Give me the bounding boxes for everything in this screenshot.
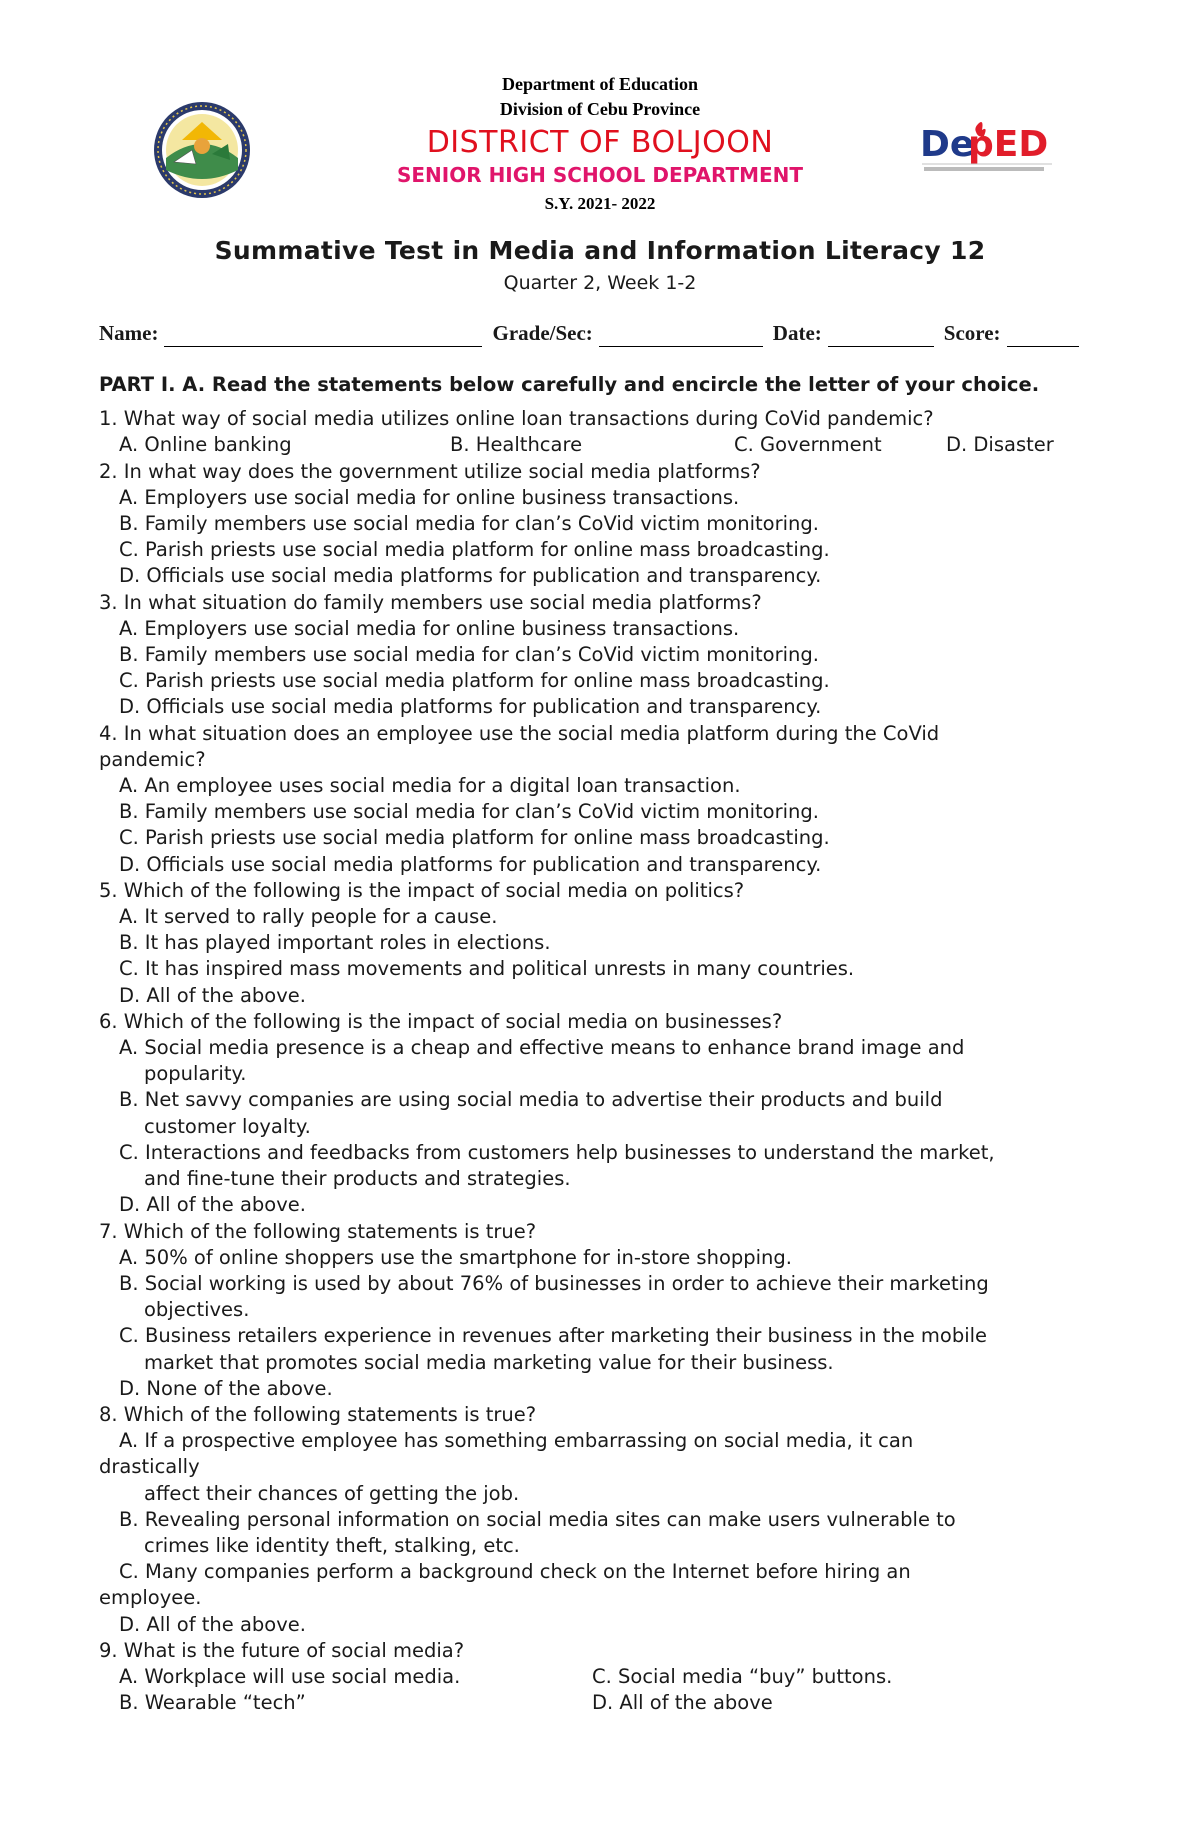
svg-text:pED: pED: [968, 124, 1049, 165]
choice-a[interactable]: A. An employee uses social media for a digital loan transaction.: [119, 774, 741, 798]
choice-c-cont: market that promotes social media marketing value for their business.: [144, 1350, 834, 1374]
svg-text:De: De: [920, 124, 975, 165]
choice-c-wrap: employee.: [99, 1586, 202, 1610]
test-title-block: [0, 234, 1200, 296]
letterhead-text: [300, 72, 900, 216]
date-field[interactable]: [828, 324, 934, 347]
school-department: SENIOR HIGH SCHOOL DEPARTMENT: [396, 163, 804, 187]
choice-b[interactable]: B. Family members use social media for clan’s CoVid victim monitoring.: [119, 512, 819, 536]
choice-a[interactable]: A. Employers use social media for online business transactions.: [119, 485, 740, 509]
choice-c[interactable]: C. Interactions and feedbacks from customers help businesses to understand the market,: [119, 1140, 995, 1164]
choice-a-cont: popularity.: [144, 1062, 247, 1086]
choice-b-cont: crimes like identity theft, stalking, etc.: [144, 1533, 520, 1557]
question-5: [99, 878, 1109, 1009]
choice-d[interactable]: D. Officials use social media platforms for publication and transparency.: [119, 695, 822, 719]
choice-c[interactable]: C. Parish priests use social media platform for online mass broadcasting.: [119, 669, 830, 693]
choice-c[interactable]: C. Social media “buy” buttons.: [592, 1664, 893, 1688]
choice-b[interactable]: B. Wearable “tech”: [119, 1691, 306, 1715]
choice-b-cont: customer loyalty.: [144, 1114, 311, 1138]
name-label: Name:: [99, 321, 159, 345]
choice-c[interactable]: C. Many companies perform a background check on the Internet before hiring an: [119, 1560, 911, 1584]
choice-d[interactable]: D. None of the above.: [119, 1376, 333, 1400]
question-1: [99, 406, 1109, 458]
choice-b[interactable]: B. It has played important roles in elections.: [119, 931, 551, 955]
choice-d[interactable]: D. All of the above.: [119, 1193, 306, 1217]
name-field[interactable]: [164, 324, 482, 347]
choice-d[interactable]: D. All of the above.: [119, 1612, 306, 1636]
choice-c[interactable]: C. It has inspired mass movements and political unrests in many countries.: [119, 957, 855, 981]
score-field[interactable]: [1007, 324, 1079, 347]
choice-a[interactable]: A. It served to rally people for a cause.: [119, 905, 498, 929]
question-text: 4. In what situation does an employee use the social media platform during the CoVid: [99, 721, 940, 745]
choice-b[interactable]: B. Social working is used by about 76% of businesses in order to achieve their marketing: [119, 1271, 989, 1295]
choice-b[interactable]: B. Revealing personal information on social media sites can make users vulnerable to: [119, 1507, 956, 1531]
question-9: [99, 1638, 1109, 1717]
question-8: [99, 1402, 1109, 1638]
district-name: DISTRICT OF BOLJOON: [426, 125, 774, 160]
grade-field[interactable]: [599, 324, 763, 347]
choice-a[interactable]: A. 50% of online shoppers use the smartphone for in-store shopping.: [119, 1245, 792, 1269]
choice-c[interactable]: C. Parish priests use social media platform for online mass broadcasting.: [119, 826, 830, 850]
question-4: [99, 721, 1109, 878]
choice-d[interactable]: D. Officials use social media platforms for publication and transparency.: [119, 564, 822, 588]
grade-label: Grade/Sec:: [492, 321, 593, 345]
question-7: [99, 1219, 1109, 1402]
choice-c[interactable]: C. Parish priests use social media platform for online mass broadcasting.: [119, 538, 830, 562]
choice-d[interactable]: D. Officials use social media platforms for publication and transparency.: [119, 852, 822, 876]
choice-a[interactable]: A. Social media presence is a cheap and effective means to enhance brand image and: [119, 1036, 965, 1060]
question-text: 9. What is the future of social media?: [99, 1638, 465, 1662]
choice-row: [99, 432, 1109, 458]
choice-b[interactable]: B. Net savvy companies are using social media to advertise their products and build: [119, 1088, 943, 1112]
choice-c[interactable]: C. Government: [734, 433, 882, 457]
choice-d[interactable]: D. Disaster: [946, 433, 1054, 457]
district-seal-icon: [152, 100, 252, 200]
student-info-row: [99, 319, 1104, 347]
question-text: 3. In what situation do family members use social media platforms?: [99, 590, 762, 614]
division-name: Division of Cebu Province: [499, 99, 701, 119]
question-6: [99, 1009, 1109, 1219]
question-text: 1. What way of social media utilizes online loan transactions during CoVid pandemic?: [99, 407, 934, 431]
question-2: [99, 459, 1109, 590]
choice-a-wrap: drastically: [99, 1455, 200, 1479]
test-subtitle: Quarter 2, Week 1-2: [503, 272, 697, 294]
choice-a[interactable]: A. If a prospective employee has something embarrassing on social media, it can: [119, 1429, 914, 1453]
choice-c[interactable]: C. Business retailers experience in revenues after marketing their business in the mobile: [119, 1324, 988, 1348]
choice-b[interactable]: B. Family members use social media for clan’s CoVid victim monitoring.: [119, 800, 819, 824]
question-text: 2. In what way does the government utilize social media platforms?: [99, 459, 761, 483]
deped-logo-icon: [918, 118, 1058, 176]
choice-b[interactable]: B. Family members use social media for clan’s CoVid victim monitoring.: [119, 643, 819, 667]
question-text: 8. Which of the following statements is true?: [99, 1402, 537, 1426]
question-text: 7. Which of the following statements is true?: [99, 1219, 537, 1243]
question-text: 6. Which of the following is the impact of social media on businesses?: [99, 1009, 783, 1033]
choice-d[interactable]: D. All of the above.: [119, 983, 306, 1007]
score-label: Score:: [943, 321, 1001, 345]
question-3: [99, 590, 1109, 721]
part-instructions: PART I. A. Read the statements below carefully and encircle the letter of your choice.: [99, 373, 1040, 396]
letterhead: [0, 0, 1200, 220]
choice-row-2: [99, 1690, 1109, 1716]
choice-row-1: [99, 1664, 1109, 1690]
date-label: Date:: [772, 321, 822, 345]
choice-d[interactable]: D. All of the above: [592, 1691, 773, 1715]
school-year: S.Y. 2021- 2022: [544, 194, 656, 213]
choice-b[interactable]: B. Healthcare: [450, 433, 583, 457]
question-text: 5. Which of the following is the impact of social media on politics?: [99, 878, 745, 902]
choice-a[interactable]: A. Workplace will use social media.: [119, 1664, 461, 1688]
test-content: [99, 372, 1109, 1716]
test-title: Summative Test in Media and Information Literacy 12: [214, 236, 986, 265]
choice-a[interactable]: A. Online banking: [119, 433, 292, 457]
department-name: Department of Education: [502, 74, 698, 94]
choice-a[interactable]: A. Employers use social media for online business transactions.: [119, 616, 740, 640]
choice-c-cont: and fine-tune their products and strategies.: [144, 1167, 571, 1191]
question-text-cont: pandemic?: [99, 747, 206, 771]
choice-a-cont: affect their chances of getting the job.: [144, 1481, 520, 1505]
choice-b-cont: objectives.: [144, 1298, 250, 1322]
